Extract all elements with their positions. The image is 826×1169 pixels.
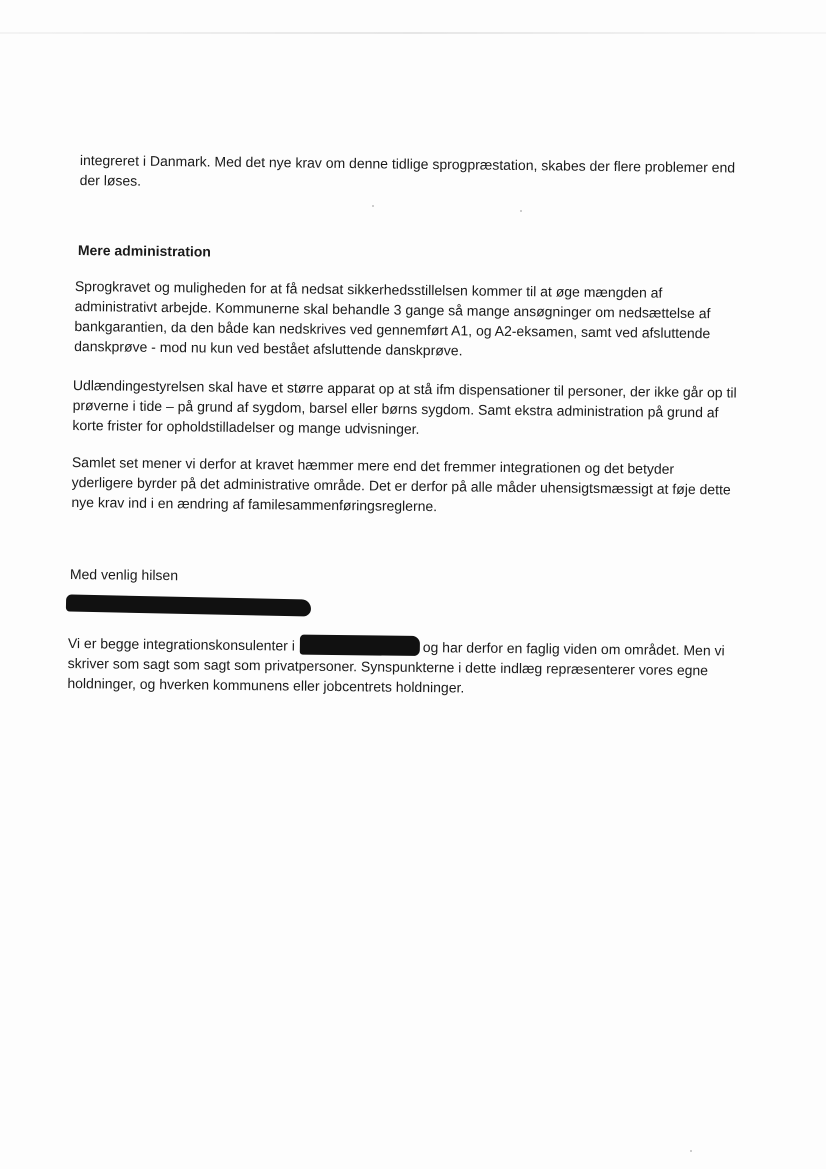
redacted-municipality bbox=[300, 635, 420, 656]
paragraph-line: Sprogkravet og muligheden for at få nedsat sikkerhedsstillelsen kommer til at øge mængden af bbox=[74, 277, 663, 301]
paragraph-line: bankgarantien, da den både kan nedskrives ved gennemført A1, og A2-eksamen, samt ved afsluttende bbox=[74, 317, 711, 342]
intro-paragraph bbox=[80, 150, 764, 198]
scan-speck bbox=[520, 210, 522, 212]
paragraph-conclusion bbox=[71, 452, 756, 520]
section-heading: Mere administration bbox=[77, 241, 211, 260]
paragraph-bank-guarantee bbox=[74, 276, 759, 364]
paragraph-line: administrativt arbejde. Kommunerne skal behandle 3 gange så mange ansøgninger om nedsættelse af bbox=[74, 297, 711, 322]
authors-note-text: Vi er begge integrationskonsulenter i bbox=[67, 634, 295, 654]
paragraph-line: korte frister for opholdstilladelser og mange udvisninger. bbox=[72, 416, 420, 437]
paragraph-line: prøverne i tide – på grund af sygdom, barsel eller børns sygdom. Samt ekstra administration på grund af bbox=[72, 396, 719, 421]
closing-greeting: Med venlig hilsen bbox=[69, 565, 179, 584]
scan-speck bbox=[690, 1150, 692, 1152]
paragraph-line: nye krav ind i en ændring af familesammenføringsreglerne. bbox=[71, 493, 438, 515]
authors-note-text: og har derfor en faglig viden om området. Men vi bbox=[422, 639, 725, 659]
intro-line-1: integreret i Danmark. Med det nye krav om denne tidlige sprogpræstation, skabes der flere problemer end bbox=[79, 151, 736, 176]
intro-line-2: der løses. bbox=[79, 171, 142, 189]
scan-speck bbox=[372, 205, 374, 207]
paragraph-dispensations bbox=[72, 375, 757, 443]
paragraph-line: Udlændingestyrelsen skal have et større apparat op at stå ifm dispensationer til personer, der ikke går op til bbox=[72, 376, 737, 401]
authors-note-line-3: holdninger, og hverken kommunens eller jobcentrets holdninger. bbox=[67, 674, 465, 696]
redacted-signature bbox=[66, 594, 311, 616]
paragraph-line: Samlet set mener vi derfor at kravet hæmmer mere end det fremmer integrationen og det betyder bbox=[71, 453, 675, 477]
authors-note bbox=[67, 632, 752, 701]
paragraph-line: danskprøve - mod nu kun ved bestået afsluttende danskprøve. bbox=[74, 337, 463, 359]
scan-artifact-line bbox=[0, 32, 826, 34]
authors-note-line-2: skriver som sagt som sagt som privatpersoner. Synspunkterne i dette indlæg repræsenterer vores egne bbox=[67, 654, 709, 679]
paragraph-line: yderligere byrder på det administrative område. Det er derfor på alle måder uhensigtsmæssigt at føje dette bbox=[71, 473, 731, 498]
